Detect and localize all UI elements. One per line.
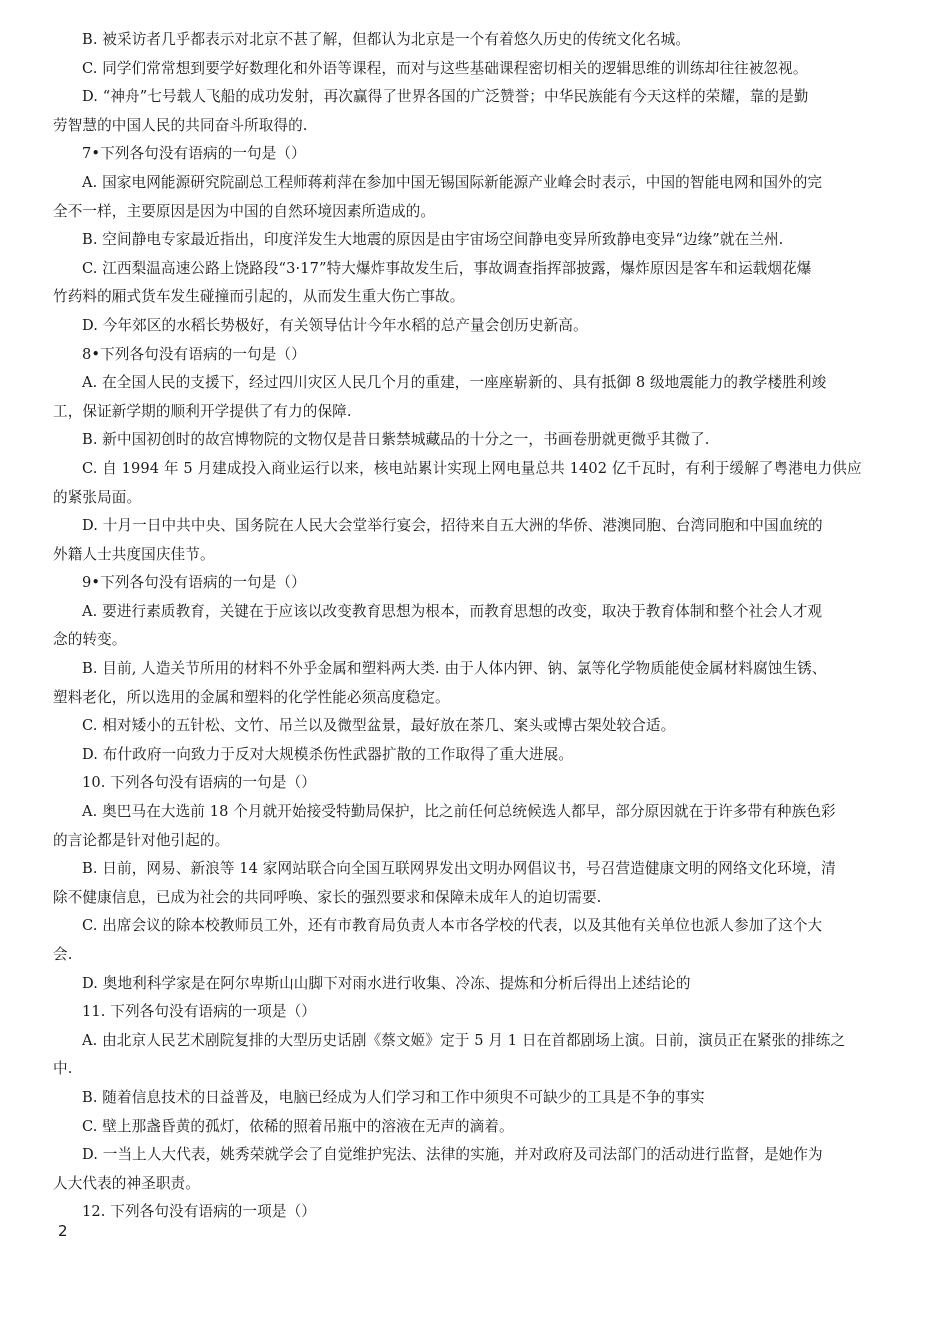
- line: A. 在全国人民的支援下，经过四川灾区人民几个月的重建，一座座崭新的、具有抵御 8 级地震能力的教学楼胜利竣: [82, 374, 827, 392]
- line: B. 新中国初创时的故宫博物院的文物仅是昔日紫禁城藏品的十分之一，书画卷册就更微乎其微了.: [82, 431, 710, 449]
- line: D. “神舟”七号载人飞船的成功发射，再次赢得了世界各国的广泛赞誉；中华民族能有今天这样的荣耀，靠的是勤: [82, 88, 809, 106]
- continuation-line: 的言论都是针对他引起的。: [53, 831, 230, 849]
- line: A. 由北京人民艺术剧院复排的大型历史话剧《蔡文姬》定于 5 月 1 日在首都剧场上演。日前，演员正在紧张的排练之: [82, 1031, 846, 1049]
- continuation-line: 中.: [53, 1060, 73, 1078]
- answer-option: [0, 55, 950, 84]
- answer-option: [0, 312, 950, 341]
- line: B. 被采访者几乎都表示对北京不甚了解，但都认为北京是一个有着悠久历史的传统文化名城。: [82, 31, 691, 48]
- answer-option: [0, 598, 950, 655]
- line: C. 江西梨温高速公路上饶路段“3·17”特大爆炸事故发生后，事故调查指挥部披露，爆炸原因是客车和运载烟花爆: [82, 259, 812, 277]
- continuation-line: 劳智慧的中国人民的共同奋斗所取得的.: [53, 116, 308, 134]
- line: C. 自 1994 年 5 月建成投入商业运行以来，核电站累计实现上网电量总共 1402 亿千瓦时，有利于缓解了粤港电力供应: [82, 459, 862, 477]
- answer-option: [0, 26, 950, 55]
- continuation-line: 的紧张局面。: [53, 488, 142, 506]
- line: C. 相对矮小的五针松、文竹、吊兰以及微型盆景，最好放在茶几、案头或博古架处较合适。: [82, 717, 676, 735]
- line: 12. 下列各句没有语病的一项是（）: [82, 1203, 316, 1221]
- answer-option: [0, 369, 950, 426]
- line: C. 同学们常常想到要学好数理化和外语等课程，而对与这些基础课程密切相关的逻辑思维的训练却往往被忽视。: [82, 59, 808, 77]
- line: D. 布什政府一向致力于反对大规模杀伤性武器扩散的工作取得了重大进展。: [82, 745, 573, 763]
- continuation-line: 除不健康信息，已成为社会的共同呼唤、家长的强烈要求和保障未成年人的迫切需要.: [53, 888, 602, 906]
- question-stem: [0, 569, 950, 598]
- continuation-line: 会.: [53, 946, 73, 963]
- line: 11. 下列各句没有语病的一项是（）: [82, 1003, 316, 1021]
- answer-option: [0, 512, 950, 569]
- line: B. 随着信息技术的日益普及，电脑已经成为人们学习和工作中须臾不可缺少的工具是不争的事实: [82, 1088, 705, 1106]
- answer-option: [0, 169, 950, 226]
- question-stem: [0, 998, 950, 1027]
- answer-option: [0, 655, 950, 712]
- line: B. 目前, 人造关节所用的材料不外乎金属和塑料两大类. 由于人体内钾、钠、氯等化学物质能使金属材料腐蚀生锈、: [82, 660, 827, 678]
- answer-option: [0, 426, 950, 455]
- continuation-line: 竹药料的厢式货车发生碰撞而引起的，从而发生重大伤亡事故。: [53, 288, 465, 306]
- line: C. 壁上那盏昏黄的孤灯，依稀的照着吊瓶中的溶液在无声的滴着。: [82, 1117, 514, 1135]
- line: D. 今年郊区的水稻长势极好，有关领导估计今年水稻的总产量会创历史新高。: [82, 316, 588, 334]
- answer-option: [0, 255, 950, 312]
- continuation-line: 外籍人士共度国庆佳节。: [53, 545, 215, 563]
- line: C. 出席会议的除本校教师员工外，还有市教育局负责人本市各学校的代表，以及其他有关单位也派人参加了这个大: [82, 917, 823, 935]
- line: A. 奥巴马在大选前 18 个月就开始接受特勤局保护，比之前任何总统候选人都早，部分原因就在于许多带有种族色彩: [82, 803, 836, 821]
- continuation-line: 塑料老化，所以选用的金属和塑料的化学性能必须高度稳定。: [53, 688, 450, 706]
- page-number: 2: [58, 1222, 68, 1240]
- answer-option: [0, 855, 950, 912]
- line: 8•下列各句没有语病的一句是（）: [82, 345, 306, 363]
- answer-option: [0, 1027, 950, 1084]
- answer-option: [0, 226, 950, 255]
- answer-option: [0, 1084, 950, 1113]
- document-page: [0, 26, 950, 1227]
- answer-option: [0, 741, 950, 770]
- line: D. 奥地利科学家是在阿尔卑斯山山脚下对雨水进行收集、冷冻、提炼和分析后得出上述结论的: [82, 974, 691, 992]
- continuation-line: 人大代表的神圣职责。: [53, 1174, 200, 1192]
- answer-option: [0, 970, 950, 999]
- answer-option: [0, 798, 950, 855]
- line: D. 一当上人大代表，姚秀荣就学会了自觉维护宪法、法律的实施，并对政府及司法部门的活动进行监督，是她作为: [82, 1146, 823, 1164]
- question-stem: [0, 341, 950, 370]
- question-stem: [0, 769, 950, 798]
- answer-option: [0, 1113, 950, 1142]
- line: 7•下列各句没有语病的一句是（）: [82, 145, 306, 163]
- line: A. 要进行素质教育，关键在于应该以改变教育思想为根本，而教育思想的改变，取决于教育体制和整个社会人才观: [82, 602, 823, 620]
- continuation-line: 念的转变。: [53, 631, 127, 649]
- continuation-line: 全不一样，主要原因是因为中国的自然环境因素所造成的。: [53, 202, 436, 220]
- answer-option: [0, 455, 950, 512]
- answer-option: [0, 83, 950, 140]
- line: B. 空间静电专家最近指出，印度洋发生大地震的原因是由宇宙场空间静电变异所致静电变异“边缘”就在兰州.: [82, 231, 784, 249]
- question-stem: [0, 1198, 950, 1227]
- line: B. 日前，网易、新浪等 14 家网站联合向全国互联网界发出文明办网倡议书，号召营造健康文明的网络文化环境，清: [82, 860, 836, 878]
- line: A. 国家电网能源研究院副总工程师蒋莉萍在参加中国无锡国际新能源产业峰会时表示，中国的智能电网和国外的完: [82, 173, 823, 191]
- answer-option: [0, 712, 950, 741]
- line: 9•下列各句没有语病的一句是（）: [82, 574, 306, 592]
- continuation-line: 工，保证新学期的顺利开学提供了有力的保障.: [53, 402, 352, 420]
- line: D. 十月一日中共中央、国务院在人民大会堂举行宴会，招待来自五大洲的华侨、港澳同胞、台湾同胞和中国血统的: [82, 517, 823, 535]
- answer-option: [0, 912, 950, 969]
- line: 10. 下列各句没有语病的一句是（）: [82, 774, 316, 792]
- answer-option: [0, 1141, 950, 1198]
- question-stem: [0, 140, 950, 169]
